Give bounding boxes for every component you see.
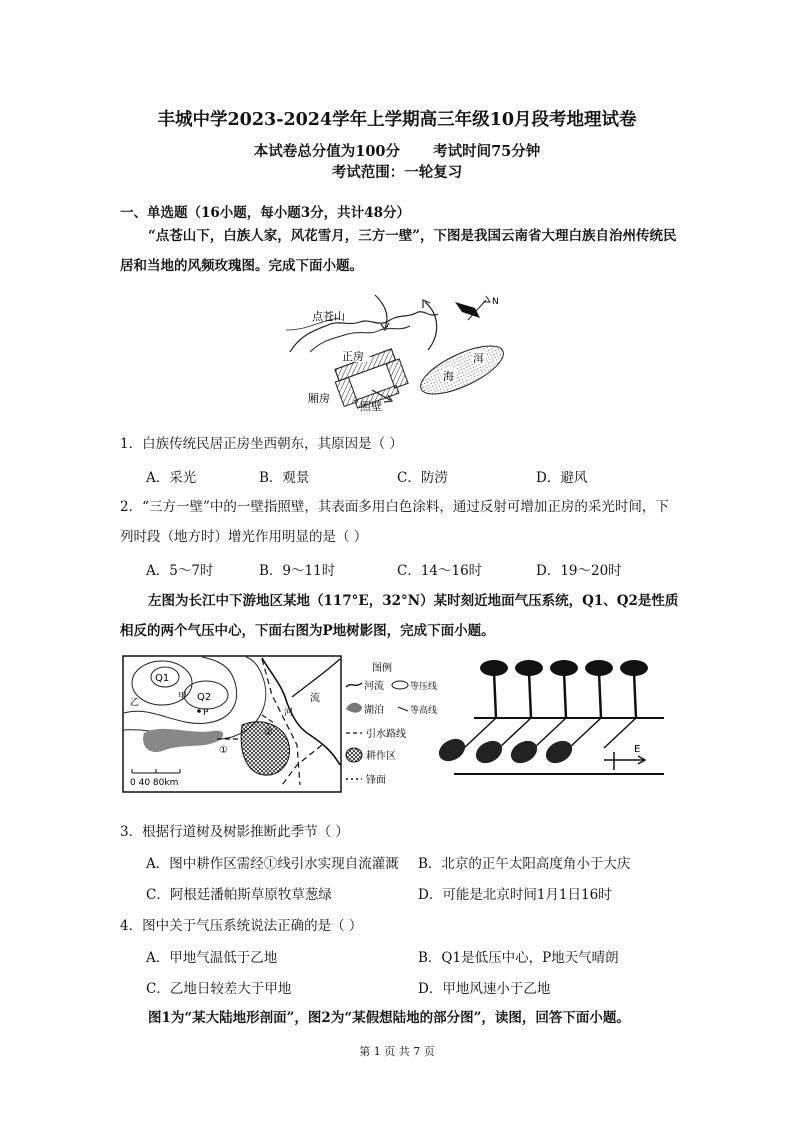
q1-option-a: A．采光 xyxy=(146,470,197,486)
circle-1-label: ① xyxy=(219,745,228,756)
intro-paragraph-3: 图1为“某大陆地形剖面”，图2为“某假想陆地的部分图”，读图，回答下面小题。 xyxy=(148,1010,630,1026)
legend-title: 图例 xyxy=(372,663,392,674)
q1-option-d: D．避风 xyxy=(536,470,588,486)
q4-option-d: D．甲地风速小于乙地 xyxy=(418,981,551,997)
q1-label: Q1 xyxy=(155,673,170,684)
pressure-map-figure xyxy=(122,655,438,795)
shadow-crowns xyxy=(435,734,576,767)
question-1-stem: 1．白族传统民居正房坐西朝东，其原因是（ ） xyxy=(120,436,403,452)
q2-option-a: A．5～7时 xyxy=(146,563,214,579)
section-heading: 一、单选题（16小题，每小题3分，共计48分） xyxy=(120,205,410,221)
north-label: N xyxy=(492,297,499,307)
scale-label: 0 40 80km xyxy=(130,778,179,788)
intro-paragraph-1: “点苍山下，白族人家，风花雪月，三方一壁”，下图是我国云南省大理白族自治州传统民居和当地的风频玫瑰图。完成下面小题。 xyxy=(120,228,677,274)
legend-section: 锋面 xyxy=(366,775,386,786)
wind-arrow-2 xyxy=(425,302,437,350)
q4-option-c: C．乙地日较差大于甲地 xyxy=(146,981,292,997)
main-house-label: 正房 xyxy=(342,350,364,363)
q2-option-c: C．14～16时 xyxy=(397,563,483,579)
bai-house-figure xyxy=(280,290,520,415)
q3-option-c: C．阿根廷潘帕斯草原牧草葱绿 xyxy=(146,887,332,903)
legend-contour: 等高线 xyxy=(410,706,438,716)
erhai-lake xyxy=(414,336,509,403)
q3-option-a: A．图中耕作区需经①线引水实现自流灌溉 xyxy=(146,856,399,872)
question-2-stem: 2．“三方一壁”中的一壁指照壁，其表面多用白色涂料，通过反射可增加正房的采光时间，下列时段（地方时）增光作用明显的是（ ） xyxy=(120,499,669,545)
east-label: E xyxy=(634,744,641,755)
total-score: 本试卷总分值为100分 xyxy=(253,143,401,160)
exam-title: 丰城中学2023-2024学年上学期高三年级10月段考地理试卷 xyxy=(157,110,637,130)
river-char-river: 河 xyxy=(284,708,294,718)
lake-label-right: 洱 xyxy=(473,352,484,365)
q3-option-b: B．北京的正午太阳高度角小于大庆 xyxy=(418,856,631,872)
question-3-stem: 3．根据行道树及树影推断此季节（ ） xyxy=(120,824,349,840)
legend-lake: 湖泊 xyxy=(364,705,384,716)
q4-option-a: A．甲地气温低于乙地 xyxy=(146,950,278,966)
yi-label: 乙 xyxy=(130,698,140,708)
legend-diversion: 引水路线 xyxy=(366,729,406,740)
river-char-flow: 流 xyxy=(310,693,320,704)
q2-option-b: B．9～11时 xyxy=(259,563,336,579)
wind-rose-icon xyxy=(455,302,480,318)
legend-river: 河流 xyxy=(364,681,384,692)
mountain-label: 点苍山 xyxy=(312,310,345,323)
q1-option-b: B．观景 xyxy=(259,470,310,486)
q2-label: Q2 xyxy=(197,692,212,703)
exam-scope: 考试范围：一轮复习 xyxy=(331,164,463,181)
exam-time: 考试时间75分钟 xyxy=(433,143,541,160)
screen-wall-label: 照壁 xyxy=(360,400,382,413)
q4-option-b: B．Q1是低压中心，P地天气晴朗 xyxy=(418,950,619,966)
lake-label-left: 海 xyxy=(443,370,454,383)
legend-isobar: 等压线 xyxy=(410,682,438,692)
p-label: P xyxy=(203,708,209,718)
page-footer: 第 1 页 共 7 页 xyxy=(359,1045,435,1058)
exam-info xyxy=(0,140,794,161)
q1-option-c: C．防涝 xyxy=(397,470,448,486)
question-4-stem: 4．图中关于气压系统说法正确的是（ ） xyxy=(120,918,363,934)
circle-2-label: ② xyxy=(264,727,273,738)
point-p xyxy=(197,709,201,713)
intro-paragraph-2: 左图为长江中下游地区某地（117°E，32°N）某时刻近地面气压系统，Q1、Q2是性质相反的两个气压中心，下面右图为P地树影图，完成下面小题。 xyxy=(120,593,679,639)
legend-farmland: 耕作区 xyxy=(366,751,396,762)
q2-option-d: D．19～20时 xyxy=(536,563,622,579)
wing-house-label: 厢房 xyxy=(308,392,330,405)
q3-option-d: D．可能是北京时间1月1日16时 xyxy=(418,887,612,903)
jia-label: 甲 xyxy=(178,692,188,702)
tree-shadow-figure xyxy=(434,656,666,780)
